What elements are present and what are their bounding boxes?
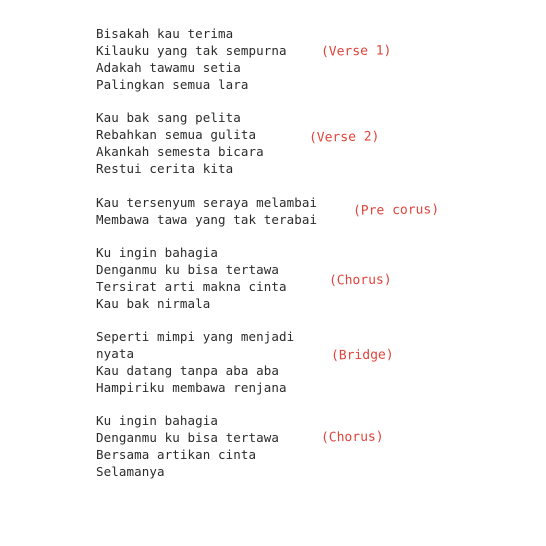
lyric-line: Palingkan semua lara [96, 77, 249, 92]
section-label-pre-chorus: (Pre corus) [352, 202, 440, 219]
stanza-verse-1 [96, 25, 287, 93]
lyric-line: Hampiriku membawa renjana [96, 380, 287, 395]
lyric-line: Ku ingin bahagia [96, 413, 219, 428]
stanza-chorus-1 [96, 244, 287, 312]
lyric-line: Restui cerita kita [96, 161, 234, 176]
lyric-line: Kau datang tanpa aba aba [96, 363, 280, 378]
lyric-line: Kau bak nirmala [96, 296, 211, 311]
lyric-line: Denganmu ku bisa tertawa [96, 430, 280, 445]
lyric-line: Selamanya [96, 464, 165, 479]
lyric-line: Kilauku yang tak sempurna [96, 43, 287, 58]
lyric-line: Bersama artikan cinta [96, 447, 257, 462]
lyric-line: Kau bak sang pelita [96, 110, 241, 125]
lyric-line: Ku ingin bahagia [96, 245, 219, 260]
section-label-chorus-2: (Chorus) [320, 429, 384, 446]
section-label-bridge: (Bridge) [330, 347, 394, 364]
lyric-line: Rebahkan semua gulita [96, 127, 257, 142]
stanza-chorus-2 [96, 412, 279, 480]
section-label-verse-2: (Verse 2) [308, 129, 380, 146]
lyric-line: Bisakah kau terima [96, 26, 234, 41]
section-label-verse-1: (Verse 1) [320, 43, 392, 60]
stanza-verse-2 [96, 109, 264, 177]
lyric-line: nyata [96, 346, 135, 361]
lyric-line: Tersirat arti makna cinta [96, 279, 287, 294]
lyric-line: Kau tersenyum seraya melambai [96, 195, 318, 210]
stanza-pre-chorus [96, 194, 317, 228]
lyric-line: Akankah semesta bicara [96, 144, 264, 159]
lyric-line: Denganmu ku bisa tertawa [96, 262, 280, 277]
lyric-line: Seperti mimpi yang menjadi [96, 329, 295, 344]
lyric-line: Adakah tawamu setia [96, 60, 241, 75]
lyric-line: Membawa tawa yang tak terabai [96, 212, 318, 227]
section-label-chorus-1: (Chorus) [328, 272, 392, 289]
stanza-bridge [96, 328, 294, 396]
